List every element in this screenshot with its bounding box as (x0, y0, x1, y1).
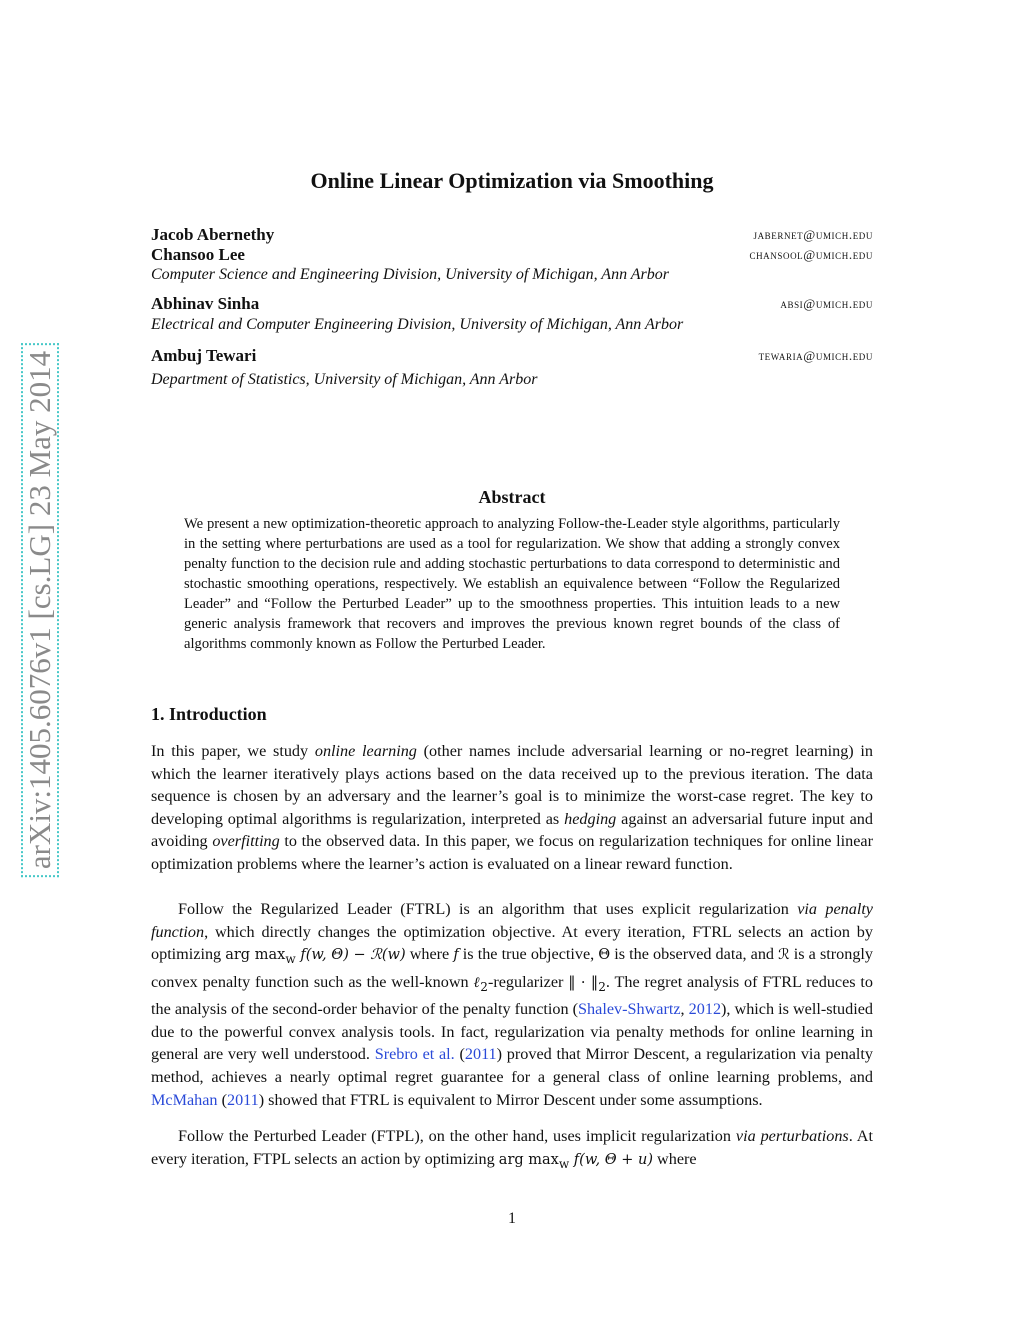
author-name: Jacob Abernethy (151, 225, 275, 244)
math-argmax: arg $\max_w f(w$, Θ + u) (498, 1151, 653, 1171)
citation-link[interactable]: McMahan (151, 1090, 218, 1109)
author-email[interactable]: chansool@umich.edu (749, 247, 873, 262)
citation-link[interactable]: 2011 (464, 1045, 497, 1064)
citation-link[interactable]: 2012 (688, 1000, 722, 1019)
intro-paragraph-1: In this paper, we study online learning (other names include adversarial learning or no-regret learning) in which the learner iteratively plays actions based on the data received up to the previous iteration. The data sequence is chosen by an adversary and the learner’s goal is to minimize the worst-case regret. The key to developing optimal algorithms is regularization, interpreted as hedging against an adversarial future input and avoiding overfitting to the observed data. In this paper, we focus on regularization techniques for online linear optimization problems where the learner’s action is evaluated on a linear reward function. (151, 742, 874, 873)
abstract-heading: Abstract (478, 487, 546, 507)
author-row (151, 245, 873, 267)
page-number: 1 (508, 1210, 516, 1227)
paper-title: Online Linear Optimization via Smoothing (310, 168, 714, 193)
author-name: Abhinav Sinha (151, 294, 260, 313)
affiliation: Department of Statistics, University of Michigan, Ann Arbor (151, 371, 538, 388)
citation-link[interactable]: Srebro et al. (374, 1045, 455, 1064)
affiliation: Electrical and Computer Engineering Division, University of Michigan, Ann Arbor (151, 316, 684, 333)
author-email[interactable]: jabernet@umich.edu (753, 227, 873, 242)
author-email[interactable]: tewaria@umich.edu (758, 348, 873, 363)
author-name: Chansoo Lee (151, 245, 245, 264)
intro-paragraph-2: Follow the Regularized Leader (FTRL) is an algorithm that uses explicit regularization via penalty function, which directly changes the optimization objective. At every iteration, FTRL selects an action by optimizing arg $\max_w f(w$, Θ) − ℛ(w) where f is the true objective, Θ is the observed data, and ℛ is a strongly convex penalty function such as the well-known ℓ$_2$-regularizer ‖ · $‖_2$. The regret analysis of FTRL reduces to the analysis of the second-order behavior of the penalty function (Shalev-Shwartz, 2012), which is well-studied due to the powerful convex analysis tools. In fact, regularization via penalty methods for online learning in general are very well understood. Srebro et al. (2011) proved that Mirror Descent, a regularization via penalty method, achieves a nearly optimal regret guarantee for a general class of online learning problems, and McMahan (2011) showed that FTRL is equivalent to Mirror Descent under some assumptions. (151, 900, 874, 1109)
author-row (151, 294, 873, 316)
arxiv-stamp: arXiv:1405.6076v1 [cs.LG] 23 May 2014 (21, 343, 59, 877)
intro-paragraph-3: Follow the Perturbed Leader (FTPL), on the other hand, uses implicit regularization via perturbations. At every iteration, FTPL selects an action by optimizing arg $\max_w f(w$, Θ + u) where (151, 1127, 873, 1171)
abstract-text: We present a new optimization-theoretic approach to analyzing Follow-the-Leader style algorithms, particularly in the setting where perturbations are used as a tool for regularization. We show that adding a strongly convex penalty function to the decision rule and adding stochastic perturbations to data correspond to deterministic and stochastic smoothing operations, respectively. We establish an equivalence between “Follow the Regularized Leader” and “Follow the Perturbed Leader” up to the smoothness properties. This intuition leads to a new generic analysis framework that recovers and improves the previous known regret bounds of the class of algorithms commonly known as Follow the Perturbed Leader. (184, 516, 840, 652)
section-heading: 1. Introduction (151, 704, 267, 724)
author-row (151, 225, 873, 247)
affiliation: Computer Science and Engineering Division, University of Michigan, Ann Arbor (151, 266, 669, 283)
author-email[interactable]: absi@umich.edu (780, 296, 873, 311)
author-name: Ambuj Tewari (151, 346, 257, 365)
citation-link[interactable]: 2011 (226, 1090, 259, 1109)
citation-link[interactable]: Shalev-Shwartz (578, 1000, 681, 1019)
author-row (151, 346, 873, 368)
math-argmax: arg $\max_w f(w$, Θ) − ℛ(w) (225, 947, 406, 967)
